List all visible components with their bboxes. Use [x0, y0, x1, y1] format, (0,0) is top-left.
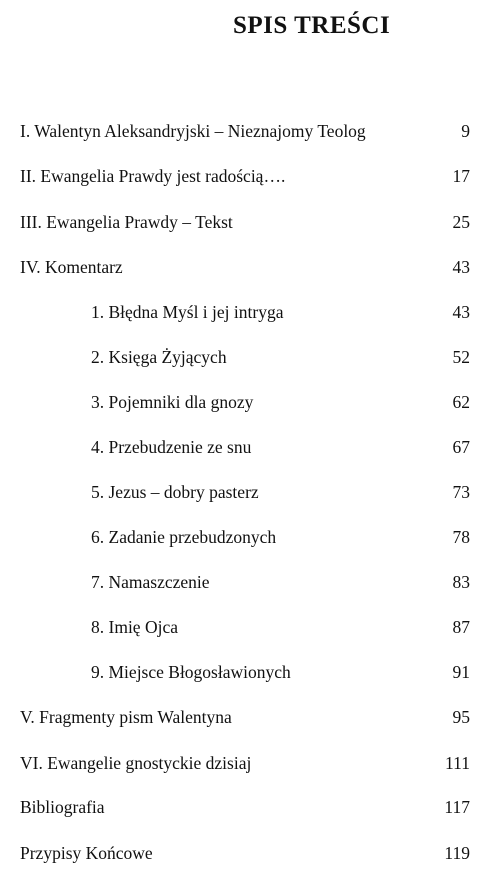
toc-entry-label: 5. Jezus – dobry pasterz — [91, 482, 259, 502]
toc-entry — [0, 660, 503, 684]
toc-entry — [0, 705, 503, 729]
toc-entry-label: II. Ewangelia Prawdy jest radością…. — [20, 166, 286, 186]
toc-entry-label: IV. Komentarz — [20, 257, 123, 277]
toc-entry-page: 43 — [452, 257, 470, 277]
toc-entry-label: VI. Ewangelie gnostyckie dzisiaj — [20, 753, 252, 773]
toc-entry — [0, 119, 503, 143]
toc-entry-page: 117 — [444, 797, 470, 817]
toc-entry-label: 4. Przebudzenie ze snu — [91, 437, 252, 457]
toc-entry — [0, 255, 503, 279]
toc-entry-page: 119 — [444, 843, 470, 863]
toc-entry — [0, 841, 503, 865]
toc-entry-page: 111 — [445, 753, 470, 773]
toc-entry — [0, 164, 503, 188]
toc-entry-page: 83 — [452, 572, 470, 592]
toc-entry-label: 1. Błędna Myśl i jej intryga — [91, 302, 284, 322]
page-title: SPIS TREŚCI — [233, 12, 391, 39]
toc-entry-page: 9 — [461, 121, 470, 141]
toc-entry-label: III. Ewangelia Prawdy – Tekst — [20, 212, 233, 232]
toc-entry-page: 87 — [452, 617, 470, 637]
toc-entry-page: 73 — [452, 482, 470, 502]
toc-entry-page: 43 — [452, 302, 470, 322]
toc-entry — [0, 615, 503, 639]
toc-entry-page: 25 — [452, 212, 470, 232]
toc-entry — [0, 345, 503, 369]
toc-entry-label: V. Fragmenty pism Walentyna — [20, 707, 232, 727]
toc-entry — [0, 300, 503, 324]
toc-entry — [0, 390, 503, 414]
toc-entry — [0, 795, 503, 819]
toc-entry-label: Bibliografia — [20, 797, 105, 817]
toc-entry-page: 91 — [452, 662, 470, 682]
toc-entry-label: 9. Miejsce Błogosławionych — [91, 662, 291, 682]
toc-entry-page: 17 — [452, 166, 470, 186]
toc-entry-label: 3. Pojemniki dla gnozy — [91, 392, 254, 412]
toc-entry-label: 2. Księga Żyjących — [91, 347, 227, 367]
toc-entry-page: 62 — [452, 392, 470, 412]
toc-entry — [0, 525, 503, 549]
toc-entry-label: 8. Imię Ojca — [91, 617, 178, 637]
toc-entry — [0, 210, 503, 234]
toc-entry-page: 78 — [452, 527, 470, 547]
toc-entry — [0, 570, 503, 594]
toc-entry-page: 67 — [452, 437, 470, 457]
toc-entry — [0, 480, 503, 504]
toc-entry — [0, 435, 503, 459]
toc-entry-label: I. Walentyn Aleksandryjski – Nieznajomy Teolog — [20, 121, 366, 141]
toc-entry-page: 52 — [452, 347, 470, 367]
toc-entry-label: 6. Zadanie przebudzonych — [91, 527, 277, 547]
toc-entry-label: 7. Namaszczenie — [91, 572, 210, 592]
toc-entry-page: 95 — [452, 707, 470, 727]
toc-entry-label: Przypisy Końcowe — [20, 843, 153, 863]
toc-entry — [0, 751, 503, 775]
